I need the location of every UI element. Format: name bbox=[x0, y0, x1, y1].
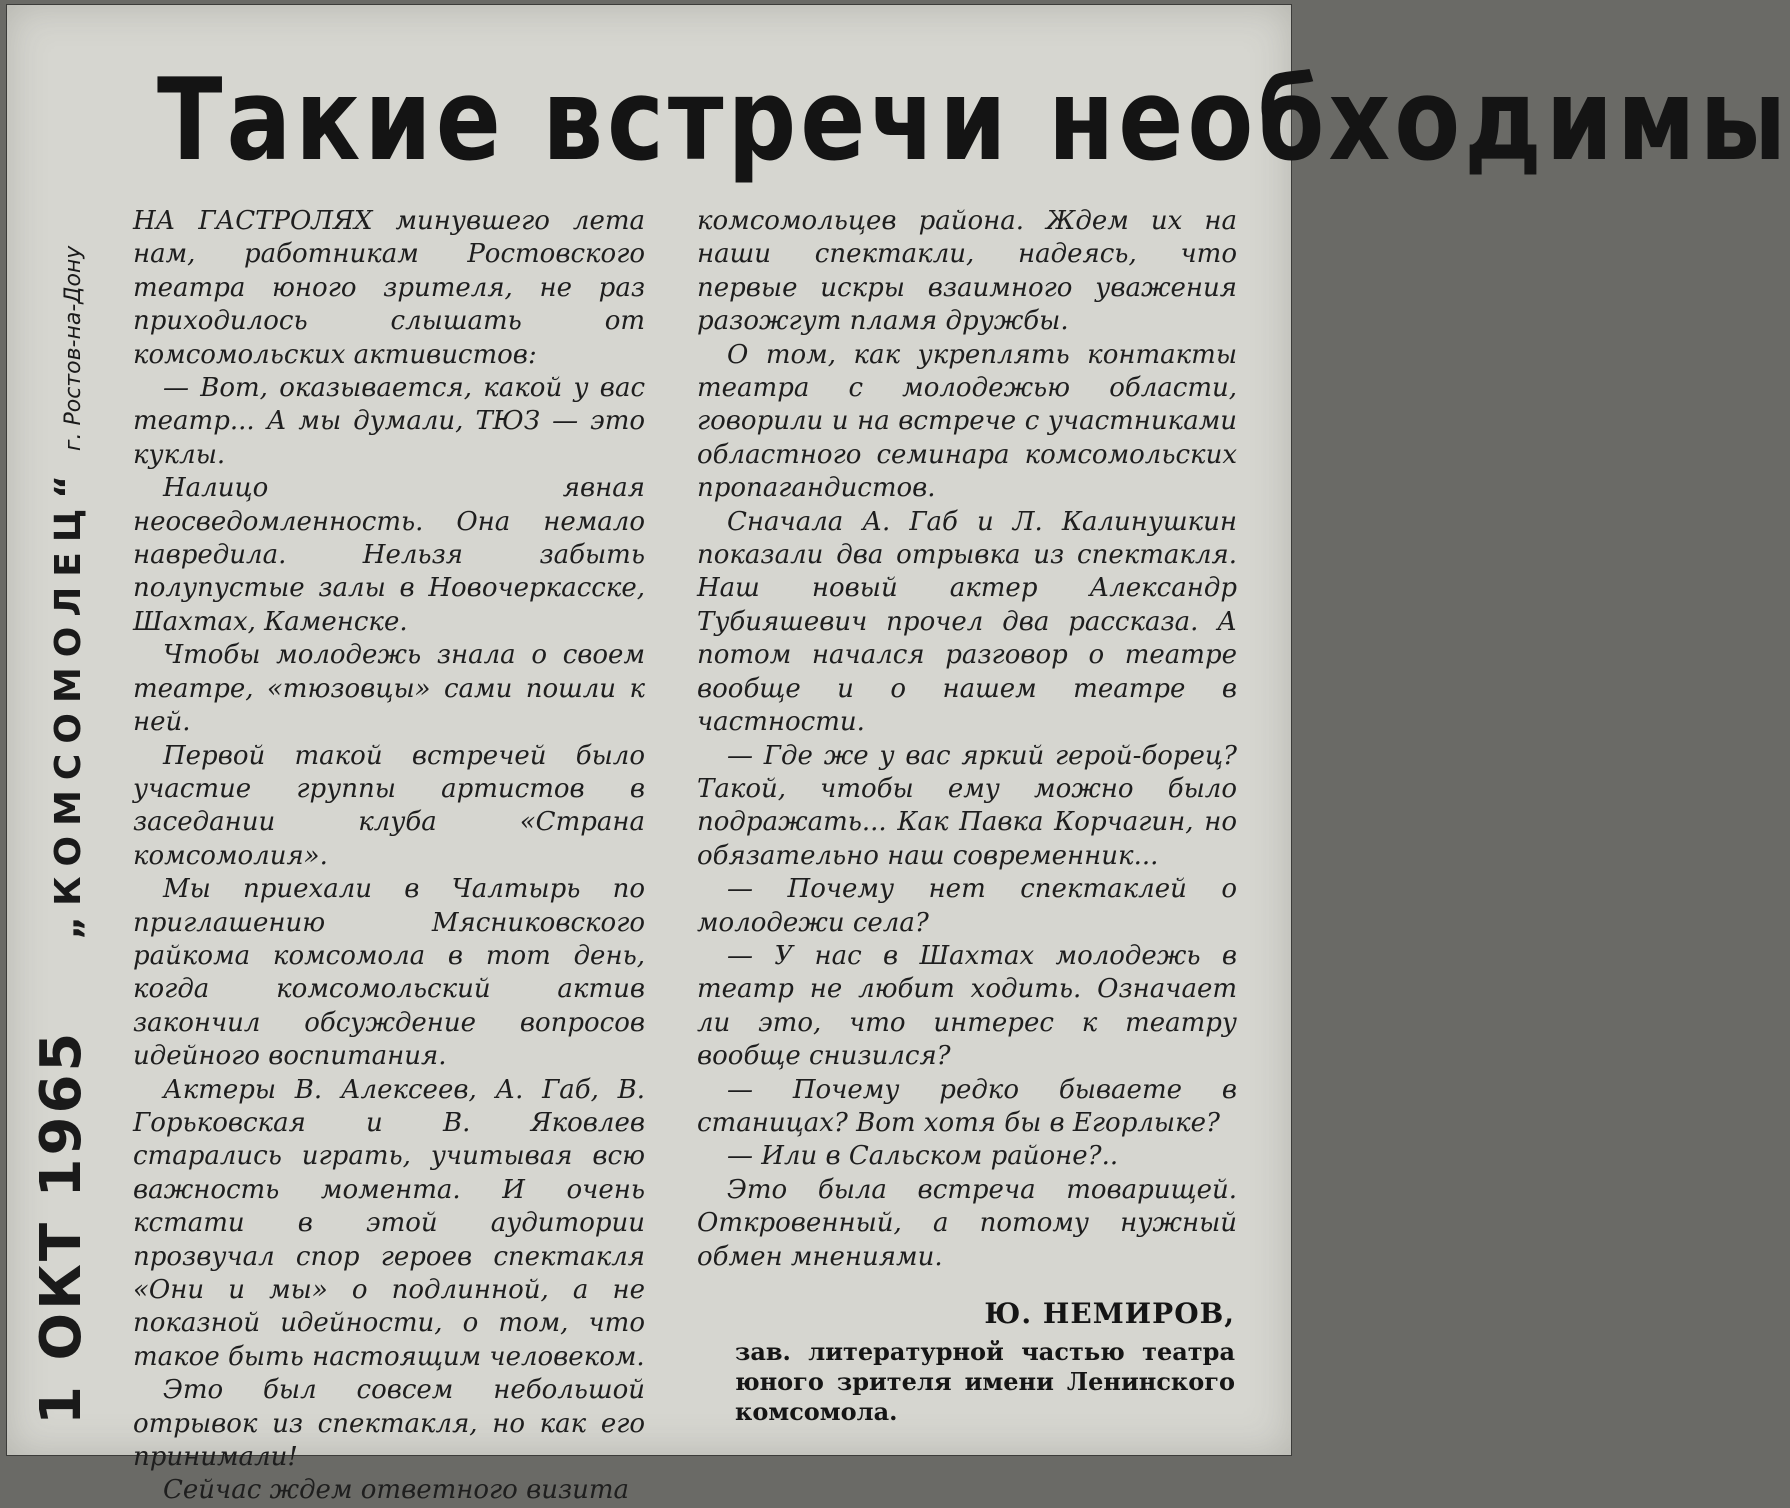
article-column-right bbox=[697, 205, 1237, 1274]
paragraph: — Или в Сальском районе?.. bbox=[727, 1141, 1119, 1172]
paragraph: комсомольцев района. Ждем их на наши спектакли, надеясь, что первые искры взаимного уважения разожгут пламя дружбы. bbox=[697, 206, 1237, 337]
stamp-newspaper-name: „КОМСОМОЛЕЦ“ bbox=[48, 465, 89, 940]
paragraph: НА ГАСТРОЛЯХ минувшего лета нам, работникам Ростовского театра юного зрителя, не раз приходилось слышать от комсомольских активистов: bbox=[133, 206, 645, 370]
author-name: Ю. НЕМИРОВ, bbox=[984, 1297, 1235, 1330]
paragraph: Актеры В. Алексеев, А. Габ, В. Горьковская и В. Яковлев старались играть, учитывая всю важность момента. И очень кстати в этой аудитории прозвучал спор героев спектакля «Они и мы» о подлинной, а не показной идейности, о том, что такое быть настоящим человеком. bbox=[133, 1074, 645, 1372]
paragraph: Сейчас ждем ответного визита bbox=[163, 1475, 630, 1506]
paragraph: — Вот, оказывается, какой у вас театр... А мы думали, ТЮЗ — это куклы. bbox=[133, 373, 645, 470]
author-position: зав. литературной частью театра юного зрителя имени Ленинского комсомола. bbox=[735, 1337, 1235, 1426]
stamp-date: 1 ОКТ 1965 bbox=[29, 1029, 94, 1425]
paragraph: Налицо явная неосведомленность. Она немало навредила. Нельзя забыть полупустые залы в Новочеркасске, Шахтах, Каменске. bbox=[133, 473, 645, 637]
paragraph: Первой такой встречей было участие группы артистов в заседании клуба «Страна комсомолия». bbox=[133, 740, 645, 871]
author-signature bbox=[735, 1295, 1235, 1427]
paragraph: Мы приехали в Чалтырь по приглашению Мясниковского райкома комсомола в тот день, когда комсомольский актив закончил обсуждение вопросов идейного воспитания. bbox=[133, 874, 645, 1072]
paragraph: Сначала А. Габ и Л. Калинушкин показали два отрывка из спектакля. Наш новый актер Александр Тубияшевич прочел два рассказа. А потом начался разговор о театре вообще и о нашем театре в частности. bbox=[697, 506, 1237, 738]
paragraph: — Где же у вас яркий герой-борец? Такой, чтобы ему можно было подражать... Как Павка Корчагин, но обязательно наш современник... bbox=[697, 740, 1237, 871]
paragraph: — Почему нет спектаклей о молодежи села? bbox=[697, 874, 1237, 938]
paragraph: Это была встреча товарищей. Откровенный, а потому нужный обмен мнениями. bbox=[697, 1174, 1237, 1272]
paragraph: — У нас в Шахтах молодежь в театр не любит ходить. Означает ли это, что интерес к театру вообще снизился? bbox=[697, 940, 1237, 1072]
article-headline: Такие встречи необходимы bbox=[157, 53, 1790, 186]
newspaper-clipping bbox=[6, 4, 1790, 1506]
date-stamp bbox=[29, 246, 94, 1425]
paragraph: О том, как укреплять контакты театра с молодежью области, говорили и на встрече с участниками областного семинара комсомольских пропагандистов. bbox=[697, 339, 1237, 504]
paragraph: — Почему редко бываете в станицах? Вот хотя бы в Егорлыке? bbox=[697, 1074, 1237, 1138]
paragraph: Чтобы молодежь знала о своем театре, «тюзовцы» сами пошли к ней. bbox=[133, 640, 645, 738]
paragraph: Это был совсем небольшой отрывок из спектакля, но как его принимали! bbox=[133, 1375, 645, 1473]
article-column-left bbox=[133, 205, 645, 1508]
stamp-city: г. Ростов-на-Дону bbox=[61, 245, 86, 452]
